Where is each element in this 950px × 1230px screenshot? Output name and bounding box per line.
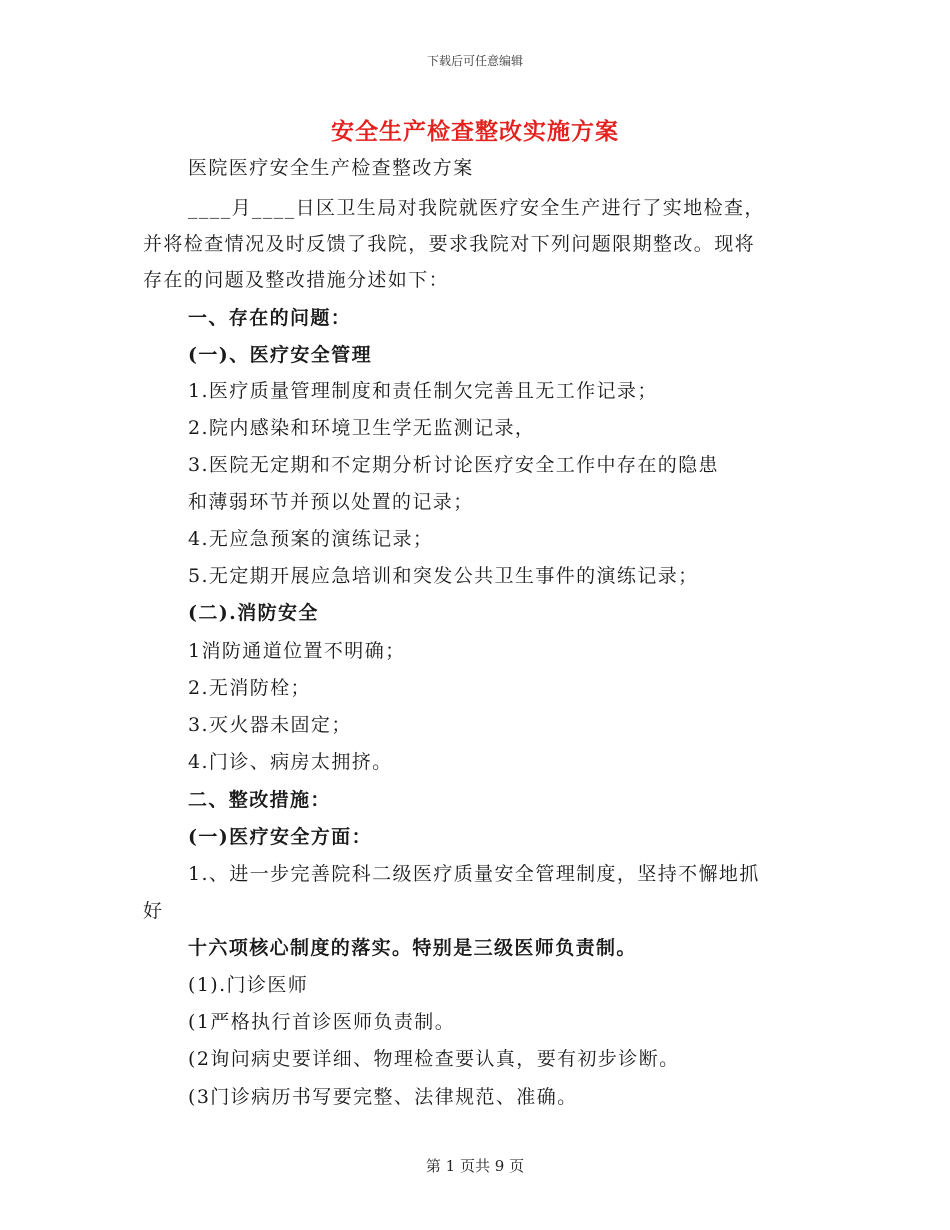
list-item-continuation: 和薄弱环节并预以处置的记录； (188, 491, 474, 513)
subsection-heading: (一)医疗安全方面： (188, 826, 372, 848)
document-title: 安全生产检查整改实施方案 (331, 118, 619, 145)
list-item: 3.医院无定期和不定期分析讨论医疗安全工作中存在的隐患 (188, 454, 719, 476)
section-heading: 一、存在的问题： (188, 307, 352, 329)
list-item: (3门诊病历书写要完整、法律规范、准确。 (188, 1086, 578, 1108)
subtitle-line: 医院医疗安全生产检查整改方案 (188, 157, 474, 179)
body-line: 存在的问题及整改措施分述如下： (143, 269, 450, 291)
list-item: 3.灭火器未固定； (188, 714, 352, 736)
list-item: 1.医疗质量管理制度和责任制欠完善且无工作记录； (188, 380, 658, 402)
emphasis-line: 十六项核心制度的落实。特别是三级医师负责制。 (188, 937, 637, 959)
subsection-heading: (一)、医疗安全管理 (188, 344, 372, 366)
list-item-continuation: 好 (143, 900, 164, 922)
list-item: 1.、进一步完善院科二级医疗质量安全管理制度，坚持不懈地抓 (188, 863, 760, 885)
list-item: (1).门诊医师 (188, 974, 309, 996)
list-item: 4.无应急预案的演练记录； (188, 528, 434, 550)
list-item: (1严格执行首诊医师负责制。 (188, 1011, 456, 1033)
list-item: 1消防通道位置不明确； (188, 640, 406, 662)
list-item: 4.门诊、病房太拥挤。 (188, 751, 393, 773)
page-footer: 第 1 页共 9 页 (425, 1157, 525, 1175)
list-item: 2.无消防栓； (188, 677, 311, 699)
page-header: 下载后可任意编辑 (426, 54, 523, 68)
list-item: 2.院内感染和环境卫生学无监测记录， (188, 417, 536, 439)
list-item: (2询问病史要详细、物理检查要认真，要有初步诊断。 (188, 1048, 680, 1070)
section-heading: 二、整改措施： (188, 789, 331, 811)
body-line: 并将检查情况及时反馈了我院，要求我院对下列问题限期整改。现将 (143, 233, 756, 255)
list-item: 5.无定期开展应急培训和突发公共卫生事件的演练记录； (188, 565, 699, 587)
subsection-heading: (二).消防安全 (188, 602, 319, 624)
body-line: ____月____日区卫生局对我院就医疗安全生产进行了实地检查， (188, 197, 765, 219)
